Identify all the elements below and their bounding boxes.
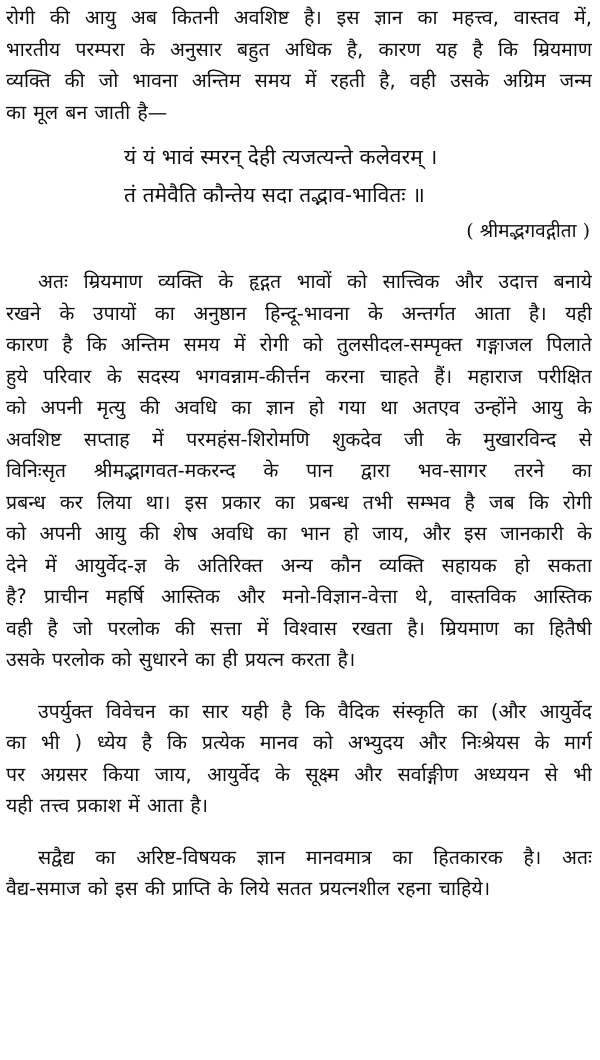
text-line: यही तत्त्व प्रकाश में आता है।: [6, 794, 209, 817]
text-line: व्यक्ति की जो भावना अन्तिम समय में रहती है, वही उसके अग्रिम जन्म: [6, 69, 592, 92]
text-line: देने में आयुर्वेद-ज्ञ के अतिरिक्त अन्य कौन व्यक्ति सहायक हो सकता: [6, 553, 592, 577]
text-line: अवशिष्ट सप्ताह में परमहंस-शिरोमणि शुकदेव जी के मुखारविन्द से: [6, 427, 592, 451]
text-line: रखने के उपायों का अनुष्ठान हिन्दू-भावना के अन्तर्गत आता है। यही: [6, 301, 592, 325]
paragraph-conclusion: [6, 842, 592, 905]
text-line: को अपनी मृत्यु की अवधि का ज्ञान हो गया था अतएव उन्होंने आयु के: [6, 396, 592, 419]
text-line: वैद्य-समाज को इस की प्राप्ति के लिये सतत प्रयत्नशील रहना चाहिये।: [6, 877, 491, 900]
text-line: उपर्युक्त विवेचन का सार यही है कि वैदिक संस्कृति का (और आयुर्वेद: [38, 699, 592, 723]
text-line: पर अग्रसर किया जाय, आयुर्वेद के सूक्ष्म और सर्वाङ्गीण अध्ययन से भी: [6, 762, 592, 786]
verse-source: ( श्रीमद्भगवद्गीता ): [466, 220, 590, 242]
verse-line: यं यं भावं स्मरन् देही त्यजत्यन्ते कलेवरम् ।: [124, 145, 438, 169]
text-line: वही है जो परलोक की सत्ता में विश्वास रखता है। म्रियमाण का हितैषी: [6, 616, 592, 640]
text-line: को अपनी आयु की शेष अवधि का भान हो जाय, और इस जानकारी के: [6, 522, 592, 545]
paragraph-dying-person: [6, 266, 592, 676]
text-line: कारण है कि अन्तिम समय में रोगी को तुलसीदल-सम्पृक्त गङ्गाजल पिलाते: [6, 333, 592, 356]
text-line: प्रबन्ध कर लिया था। इस प्रकार का प्रबन्ध तभी सम्भव है जब कि रोगी: [6, 490, 592, 514]
paragraph-summary: [6, 696, 592, 822]
verse-block: [6, 138, 592, 214]
text-line: भारतीय परम्परा के अनुसार बहुत अधिक है, कारण यह है कि म्रियमाण: [6, 37, 592, 61]
text-line: सद्वैद्य का अरिष्ट-विषयक ज्ञान मानवमात्र का हितकारक है। अतः: [38, 845, 592, 869]
text-line: विनिःसृत श्रीमद्भागवत-मकरन्द के पान द्वारा भव-सागर तरने का: [6, 459, 592, 482]
text-line: का मूल बन जाती है—: [6, 100, 168, 124]
text-line: का भी ) ध्येय है कि प्रत्येक मानव को अभ्युदय और निःश्रेयस के मार्ग: [6, 731, 592, 754]
text-line: अतः म्रियमाण व्यक्ति के हृद्गत भावों को सात्त्विक और उदात्त बनाये: [38, 270, 592, 293]
text-line: है? प्राचीन महर्षि आस्तिक और मनो-विज्ञान-वेत्ता थे, वास्तविक आस्तिक: [6, 585, 592, 608]
text-line: रोगी की आयु अब कितनी अवशिष्ट है। इस ज्ञान का महत्त्व, वास्तव में,: [6, 6, 592, 29]
text-line: उसके परलोक को सुधारने का ही प्रयत्न करता है।: [6, 648, 356, 671]
text-line: हुये परिवार के सदस्य भगवन्नाम-कीर्त्तन करना चाहते हैं। महाराज परीक्षित: [6, 364, 592, 388]
verse-line: तं तमेवैति कौन्तेय सदा तद्भाव-भावितः ॥: [124, 183, 425, 207]
paragraph-intro: [6, 2, 592, 128]
